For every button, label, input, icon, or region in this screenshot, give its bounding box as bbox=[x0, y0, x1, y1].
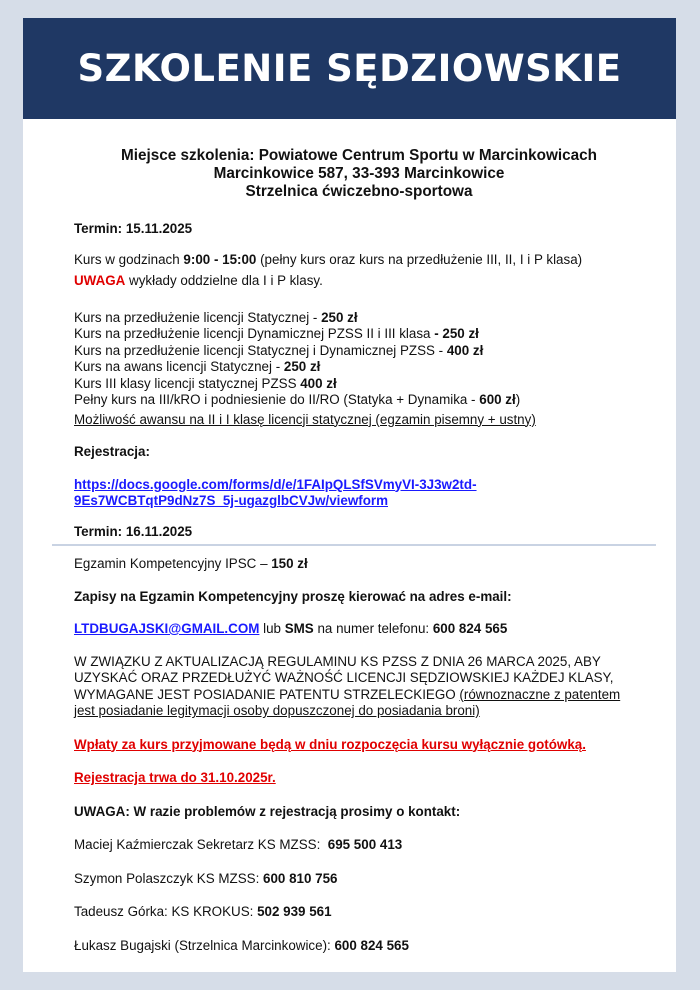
contact-name: Maciej Kaźmierczak Sekretarz KS MZSS: bbox=[74, 837, 328, 852]
course-item bbox=[74, 392, 644, 409]
contact-name: Łukasz Bugajski (Strzelnica Marcinkowice): bbox=[74, 937, 335, 953]
warning-text: wykłady oddzielne dla I i P klasy. bbox=[125, 273, 323, 288]
regulation-notice bbox=[74, 654, 644, 720]
course-label: Kurs na przedłużenie licencji Statycznej - bbox=[74, 309, 322, 325]
course-item bbox=[74, 343, 644, 360]
course-label: Kurs na przedłużenie licencji Statycznej i Dynamicznej PZSS - bbox=[74, 342, 447, 358]
course-suffix: ) bbox=[515, 392, 521, 407]
exam-line bbox=[74, 556, 644, 573]
venue-line-3: Strzelnica ćwiczebno-sportowa bbox=[245, 183, 473, 200]
course-price: 250 zł bbox=[283, 359, 321, 374]
lecture-warning bbox=[74, 273, 644, 290]
text-or: lub bbox=[259, 621, 285, 636]
course-price: 600 zł bbox=[479, 392, 516, 407]
exam-price: 150 zł bbox=[271, 556, 308, 571]
course-label: Pełny kurs na III/kRO i podniesienie do II/RO (Statyka + Dynamika - bbox=[74, 392, 480, 407]
registration-link[interactable] bbox=[74, 477, 477, 509]
contact-item bbox=[74, 837, 644, 854]
hours-prefix: Kurs w godzinach bbox=[74, 251, 184, 267]
promotion-note: Możliwość awansu na II i I klasę licencji statycznej (egzamin pisemny + ustny) bbox=[74, 411, 536, 427]
course-label: Kurs na przedłużenie licencji Dynamicznej PZSS II i III klasa bbox=[74, 326, 435, 341]
flyer-card bbox=[23, 18, 676, 972]
exam-label: Egzamin Kompetencyjny IPSC – bbox=[74, 556, 272, 571]
venue-block bbox=[74, 147, 644, 201]
notice-text: W ZWIĄZKU Z AKTUALIZACJĄ REGULAMINU KS PZSS Z DNIA 26 MARCA 2025, ABY UZYSKAĆ ORAZ PRZEDŁUŻYĆ WAŻNOŚĆ LICENCJI SĘDZIOWSKIEJ KAŻDEJ KLASY, WYMAGANE JEST POSIADANIE PATENTU STRZELECKIEGO bbox=[74, 653, 614, 702]
section-divider bbox=[52, 544, 656, 546]
email-link[interactable]: LTDBUGAJSKI@GMAIL.COM bbox=[74, 621, 260, 636]
phone-label: na numer telefonu: bbox=[313, 621, 433, 636]
contact-item bbox=[74, 938, 644, 955]
course-price: 400 zł bbox=[446, 342, 484, 358]
registration-label: Rejestracja: bbox=[74, 444, 150, 459]
term-2-heading: Termin: 16.11.2025 bbox=[74, 523, 193, 539]
course-price: 400 zł bbox=[300, 375, 337, 391]
payment-note: Wpłaty za kurs przyjmowane będą w dniu rozpoczęcia kursu wyłącznie gotówką. bbox=[74, 736, 586, 752]
contact-name: Szymon Polaszczyk KS MZSS: bbox=[74, 870, 264, 886]
contact-item bbox=[74, 904, 644, 921]
contact-phone: 600 824 565 bbox=[334, 937, 409, 953]
contact-phone: 600 810 756 bbox=[263, 870, 338, 886]
contact-phone: 502 939 561 bbox=[257, 904, 332, 919]
hours-value: 9:00 - 15:00 bbox=[183, 251, 257, 267]
course-price: 250 zł bbox=[321, 309, 358, 325]
venue-line-1: Miejsce szkolenia: Powiatowe Centrum Sportu w Marcinkowicach bbox=[120, 147, 598, 164]
registration-link-line-1[interactable]: https://docs.google.com/forms/d/e/1FAIpQLSfSVmyVI-3J3w2td- bbox=[74, 476, 477, 492]
registration-link-block bbox=[74, 477, 644, 510]
title-banner bbox=[23, 18, 676, 119]
course-price-list bbox=[74, 310, 644, 409]
contact-heading: UWAGA: W razie problemów z rejestracją prosimy o kontakt: bbox=[74, 803, 461, 819]
contact-item bbox=[74, 871, 644, 888]
page-title: SZKOLENIE SĘDZIOWSKIE bbox=[77, 47, 622, 90]
term-1-heading: Termin: 15.11.2025 bbox=[74, 221, 193, 236]
signup-heading: Zapisy na Egzamin Kompetencyjny proszę kierować na adres e-mail: bbox=[74, 588, 512, 604]
course-item bbox=[74, 359, 644, 376]
contact-name: Tadeusz Górka: KS KROKUS: bbox=[74, 904, 258, 919]
course-item bbox=[74, 326, 644, 343]
course-hours bbox=[74, 252, 644, 269]
course-item bbox=[74, 310, 644, 327]
contact-phone: 695 500 413 bbox=[327, 837, 403, 852]
venue-line-2: Marcinkowice 587, 33-393 Marcinkowice bbox=[213, 165, 505, 182]
contact-line bbox=[74, 621, 644, 638]
course-label: Kurs na awans licencji Statycznej - bbox=[74, 359, 284, 374]
course-label: Kurs III klasy licencji statycznej PZSS bbox=[74, 375, 301, 391]
registration-deadline: Rejestracja trwa do 31.10.2025r. bbox=[74, 770, 276, 785]
hours-suffix: (pełny kurs oraz kurs na przedłużenie III, II, I i P klasa) bbox=[256, 251, 583, 267]
registration-link-line-2[interactable]: 9Es7WCBTqtP9dNz7S_5j-ugazglbCVJw/viewform bbox=[74, 493, 388, 508]
phone-number: 600 824 565 bbox=[432, 621, 508, 636]
flyer-content bbox=[74, 119, 644, 954]
contact-list bbox=[74, 837, 644, 954]
sms-label: SMS bbox=[284, 621, 314, 636]
course-price: - 250 zł bbox=[434, 326, 479, 341]
notice-underlined: (równoznaczne z patentem jest posiadanie legitymacji osoby dopuszczonej do posiadania broni) bbox=[74, 686, 621, 718]
warning-label: UWAGA bbox=[74, 273, 126, 288]
course-item bbox=[74, 376, 644, 393]
